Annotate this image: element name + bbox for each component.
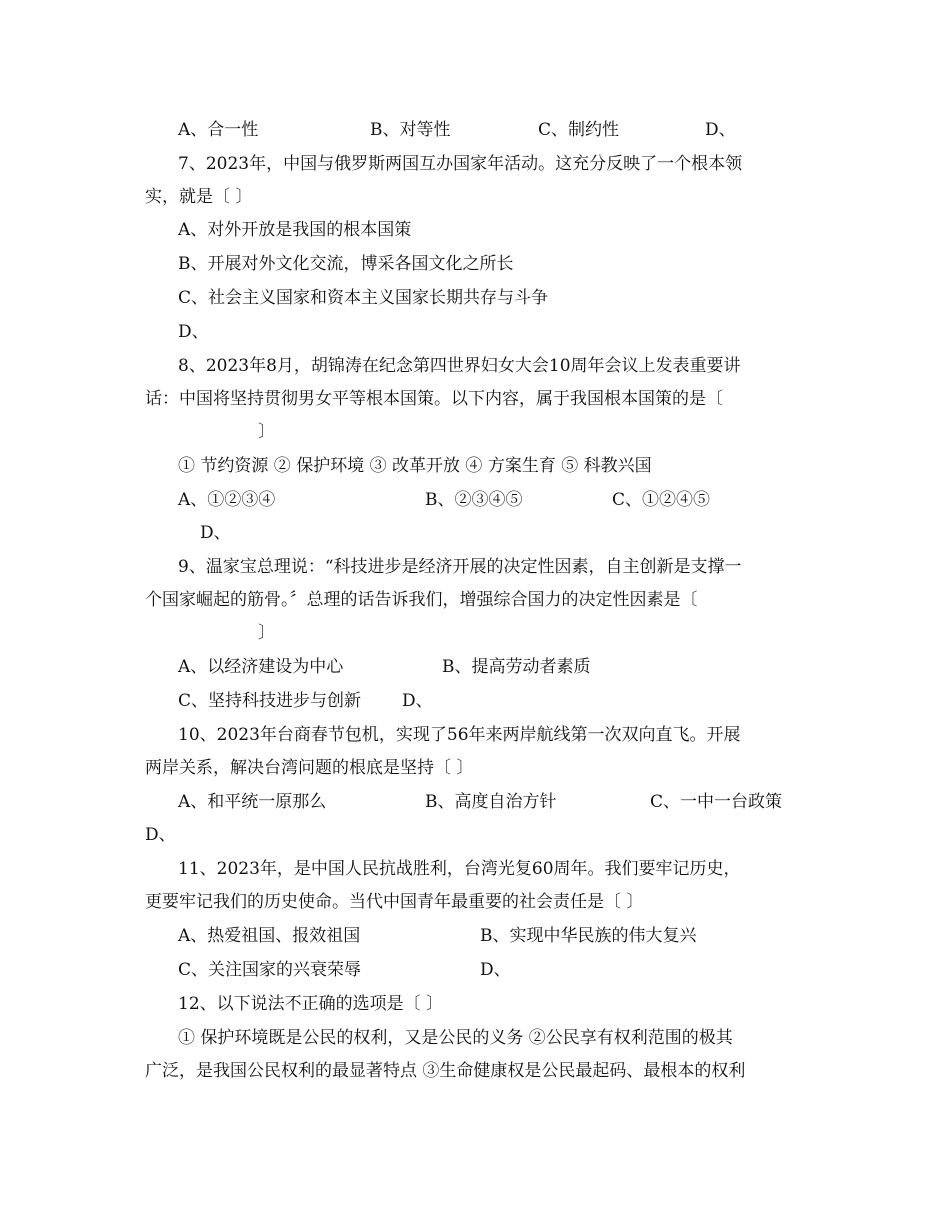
- q12-statement-line-1: ① 保护环境既是公民的权利，又是公民的义务 ②公民享有权利范围的极其: [178, 1028, 733, 1048]
- q8-option-b: B、②③④⑤: [425, 490, 523, 510]
- q10-option-c: C、一中一台政策: [650, 792, 783, 812]
- q10-option-a: A、和平统一原那么: [178, 792, 327, 812]
- q11-option-d: D、: [480, 960, 511, 980]
- q11-option-b: B、实现中华民族的伟大复兴: [480, 926, 697, 946]
- q9-option-c: C、坚持科技进步与创新: [178, 691, 362, 711]
- q7-option-b: B、开展对外文化交流，博采各国文化之所长: [178, 254, 514, 274]
- q8-option-d: D、: [200, 523, 231, 543]
- q12-stem-line-1: 12、以下说法不正确的选项是〔 〕: [178, 994, 444, 1014]
- q8-option-c: C、①②④⑤: [612, 490, 711, 510]
- q7-option-d: D、: [178, 322, 209, 342]
- q8-stem-line-1: 8、2023年8月，胡锦涛在纪念第四世界妇女大会10周年会议上发表重要讲: [178, 356, 741, 376]
- q9-stem-line-3: 〕: [258, 623, 275, 643]
- q8-items: ① 节约资源 ② 保护环境 ③ 改革开放 ④ 方案生育 ⑤ 科教兴国: [178, 456, 652, 476]
- q6-option-b: B、对等性: [370, 120, 451, 140]
- q11-option-a: A、热爱祖国、报效祖国: [178, 926, 361, 946]
- q7-option-a: A、对外开放是我国的根本国策: [178, 220, 412, 240]
- q9-option-a: A、以经济建设为中心: [178, 657, 344, 677]
- q9-option-d: D、: [402, 691, 433, 711]
- q10-stem-line-2: 两岸关系，解决台湾问题的根底是坚持〔 〕: [145, 758, 474, 778]
- q8-stem-line-2: 话：中国将坚持贯彻男女平等根本国策。以下内容，属于我国根本国策的是〔: [145, 389, 723, 409]
- q10-option-d: D、: [145, 825, 176, 845]
- q10-stem-line-1: 10、2023年台商春节包机，实现了56年来两岸航线第一次双向直飞。开展: [178, 725, 741, 745]
- q10-option-b: B、高度自治方针: [425, 792, 557, 812]
- q11-stem-line-1: 11、2023年，是中国人民抗战胜利，台湾光复60周年。我们要牢记历史，: [178, 859, 741, 879]
- q9-stem-line-1: 9、温家宝总理说：“科技进步是经济开展的决定性因素，自主创新是支撑一: [178, 557, 742, 577]
- q6-option-c: C、制约性: [538, 120, 620, 140]
- q6-option-d: D、: [705, 120, 736, 140]
- q11-option-c: C、关注国家的兴衰荣辱: [178, 960, 362, 980]
- q12-statement-line-2: 广泛，是我国公民权利的最显著特点 ③生命健康权是公民最起码、最根本的权利: [145, 1061, 746, 1081]
- q11-stem-line-2: 更要牢记我们的历史使命。当代中国青年最重要的社会责任是〔 〕: [145, 892, 644, 912]
- q7-stem-line-2: 实，就是〔 〕: [145, 187, 253, 207]
- q9-option-b: B、提高劳动者素质: [442, 657, 591, 677]
- q8-stem-line-3: 〕: [258, 422, 275, 442]
- q8-option-a: A、①②③④: [178, 490, 276, 510]
- q7-stem-line-1: 7、2023年，中国与俄罗斯两国互办国家年活动。这充分反映了一个根本领: [178, 154, 743, 174]
- q7-option-c: C、社会主义国家和资本主义国家长期共存与斗争: [178, 288, 549, 308]
- q6-option-a: A、合一性: [178, 120, 259, 140]
- q9-stem-line-2: 个国家崛起的筋骨。〞总理的话告诉我们，增强综合国力的决定性因素是〔: [145, 590, 698, 610]
